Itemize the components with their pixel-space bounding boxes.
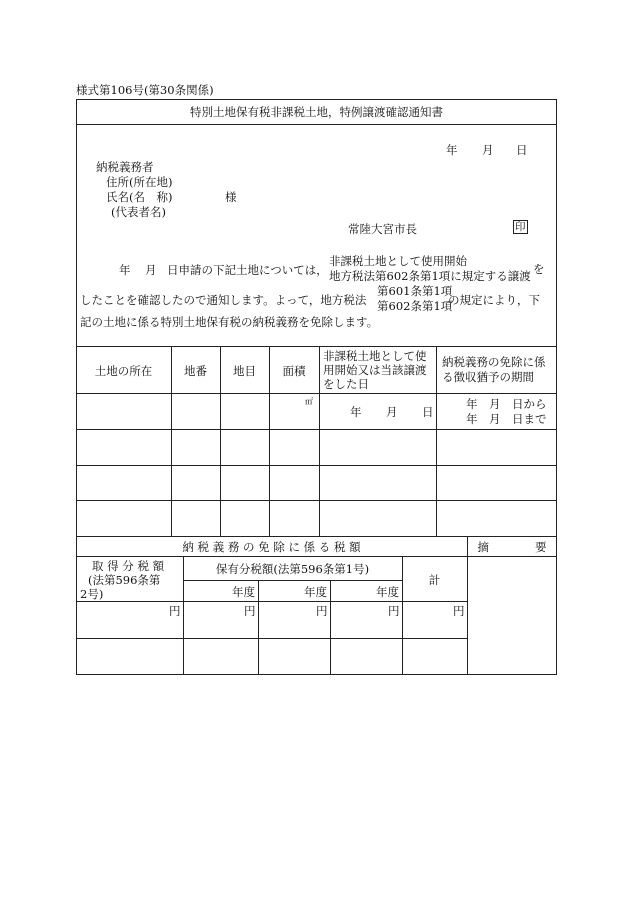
header-land-category: 地目 xyxy=(233,364,256,378)
header-lot-number: 地番 xyxy=(184,364,207,378)
period-from: 年 月 日から xyxy=(466,397,547,411)
header-location: 土地の所在 xyxy=(94,364,153,378)
table1-top-border xyxy=(76,346,557,347)
form-title: 特別土地保有税非課税土地，特例譲渡確認通知書 xyxy=(190,105,443,119)
fiscal-year-label: 年度 xyxy=(232,585,255,599)
address-label: 住所(所在地) xyxy=(106,175,173,189)
period-to: 年 月 日まで xyxy=(466,412,547,426)
header-exempt-period-line1: 納税義務の免除に係 xyxy=(442,355,546,369)
table1-row3-bottom xyxy=(76,500,557,501)
body-option2-line2: 第602条第1項 xyxy=(377,299,453,313)
header-use-start-line1: 非課税土地として使 xyxy=(323,349,427,363)
table2-subheader-bottom xyxy=(76,601,467,602)
body-lead-year: 年 xyxy=(119,263,131,277)
body-line3: 記の土地に係る特別土地保有税の納税義務を免除します。 xyxy=(80,315,379,329)
table1-header-bottom xyxy=(76,393,557,394)
table1-row2-bottom xyxy=(76,465,557,466)
table1-bottom-border xyxy=(76,536,557,537)
body-option2-line1: 第601条第1項 xyxy=(377,284,453,298)
header-exempt-period-line2: る徴収猶予の期間 xyxy=(442,370,534,384)
table1-col-divider xyxy=(319,346,320,536)
use-date-day: 日 xyxy=(422,405,434,419)
title-divider xyxy=(76,124,557,125)
mayor-label: 常陸大宮市長 xyxy=(348,222,417,236)
table2-year-divider xyxy=(258,580,259,675)
yen-unit: 円 xyxy=(316,604,328,618)
body-lead-month: 月 xyxy=(145,263,157,277)
sama-label: 様 xyxy=(225,190,237,204)
table1-row1-bottom xyxy=(76,429,557,430)
table2-row1-bottom xyxy=(76,638,467,639)
use-date-year: 年 xyxy=(350,405,362,419)
acquisition-tax-line3: 2号) xyxy=(80,587,104,601)
yen-unit: 円 xyxy=(388,604,400,618)
table2-summary-divider xyxy=(467,536,468,675)
summary-header: 摘 要 xyxy=(477,540,547,554)
yen-unit: 円 xyxy=(169,604,181,618)
body-lead-day: 日申請の下記土地については， xyxy=(167,263,328,277)
table2-header-bottom xyxy=(76,556,557,557)
holding-tax-header: 保有分税額(法第596条第1号) xyxy=(215,562,370,576)
exempt-tax-header: 納 税 義 務 の 免 除 に 係 る 税 額 xyxy=(182,540,361,554)
table2-year-row-top xyxy=(183,580,402,581)
yen-unit: 円 xyxy=(453,604,465,618)
table2-year-divider xyxy=(330,580,331,675)
body-line2-prefix: したことを確認したので通知します。よって，地方税法 xyxy=(80,293,367,307)
area-unit: ㎡ xyxy=(305,397,313,406)
use-date-month: 月 xyxy=(386,405,398,419)
body-option1-line1: 非課税土地として使用開始 xyxy=(329,254,467,268)
seal-mark: 印 xyxy=(515,221,526,233)
body-line2-suffix: の規定により，下 xyxy=(448,293,540,307)
header-use-start-line2: 用開始又は当該譲渡 xyxy=(323,363,427,377)
body-option1-line2: 地方税法第602条第1項に規定する譲渡 xyxy=(329,269,531,283)
acquisition-tax-line1: 取 得 分 税 額 xyxy=(92,559,165,573)
table1-col-divider xyxy=(436,346,437,536)
date-day: 日 xyxy=(516,143,528,157)
form-number: 様式第106号(第30条関係) xyxy=(76,83,214,97)
header-use-start-line3: をした日 xyxy=(323,377,369,391)
date-month: 月 xyxy=(482,143,494,157)
fiscal-year-label: 年度 xyxy=(304,585,327,599)
body-wo: を xyxy=(533,262,545,276)
name-label: 氏名(名 称) xyxy=(106,190,173,204)
yen-unit: 円 xyxy=(244,604,256,618)
header-area: 面積 xyxy=(282,364,306,378)
total-header: 計 xyxy=(428,573,441,587)
date-year: 年 xyxy=(446,143,458,157)
acquisition-tax-line2: (法第596条第 xyxy=(88,573,161,587)
fiscal-year-label: 年度 xyxy=(376,585,399,599)
taxpayer-label: 納税義務者 xyxy=(96,160,154,174)
representative-label: (代表者名) xyxy=(111,205,166,219)
